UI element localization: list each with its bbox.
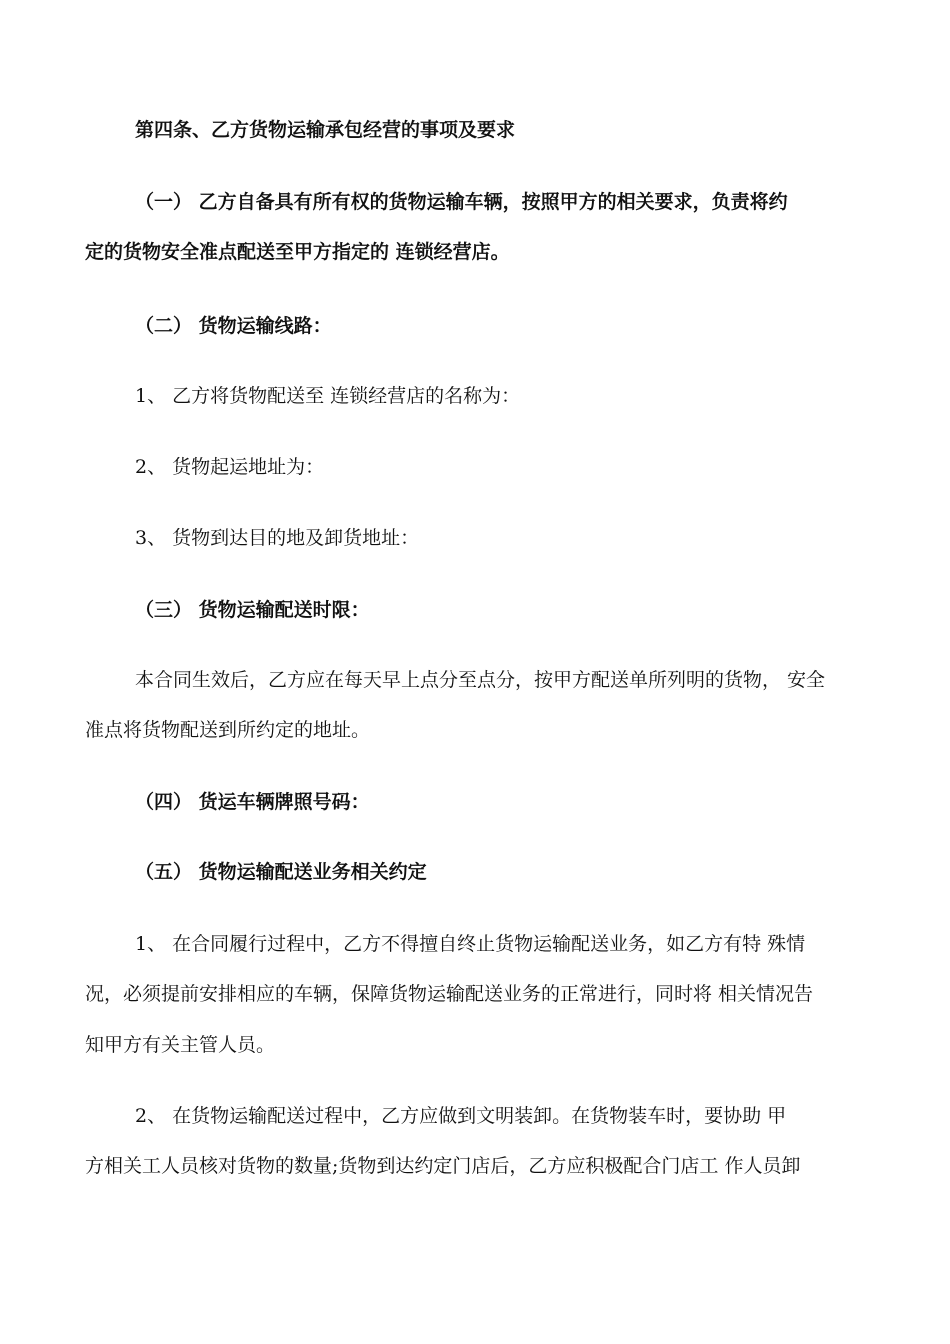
section-5-heading: （五） 货物运输配送业务相关约定: [135, 861, 427, 883]
section-1-line-2: 定的货物安全准点配送至甲方指定的 连锁经营店。: [85, 241, 510, 263]
section-2-item-1: 1、 乙方将货物配送至 连锁经营店的名称为：: [135, 385, 521, 407]
article-title: 第四条、乙方货物运输承包经营的事项及要求: [135, 119, 516, 141]
section-3-paragraph-line-1: 本合同生效后，乙方应在每天早上点分至点分，按甲方配送单所列明的货物， 安全: [135, 669, 826, 691]
section-3-heading: （三） 货物运输配送时限：: [135, 599, 370, 621]
section-5-item-1-line-1: 1、 在合同履行过程中，乙方不得擅自终止货物运输配送业务，如乙方有特 殊情: [135, 933, 806, 955]
section-3-paragraph-line-2: 准点将货物配送到所约定的地址。: [85, 719, 371, 741]
section-5-item-2-line-1: 2、 在货物运输配送过程中，乙方应做到文明装卸。在货物装车时，要协助 甲: [135, 1105, 787, 1127]
section-2-item-2: 2、 货物起运地址为：: [135, 456, 325, 478]
section-2-heading: （二） 货物运输线路：: [135, 315, 332, 337]
section-2-item-3: 3、 货物到达目的地及卸货地址：: [135, 527, 420, 549]
section-5-item-2-line-2: 方相关工人员核对货物的数量;货物到达约定门店后，乙方应积极配合门店工 作人员卸: [85, 1155, 801, 1177]
section-4-heading: （四） 货运车辆牌照号码：: [135, 791, 370, 813]
section-5-item-1-line-3: 知甲方有关主管人员。: [85, 1034, 276, 1056]
section-1-line-1: （一） 乙方自备具有所有权的货物运输车辆，按照甲方的相关要求，负责将约: [135, 191, 788, 213]
section-5-item-1-line-2: 况，必须提前安排相应的车辆，保障货物运输配送业务的正常进行，同时将 相关情况告: [85, 983, 814, 1005]
